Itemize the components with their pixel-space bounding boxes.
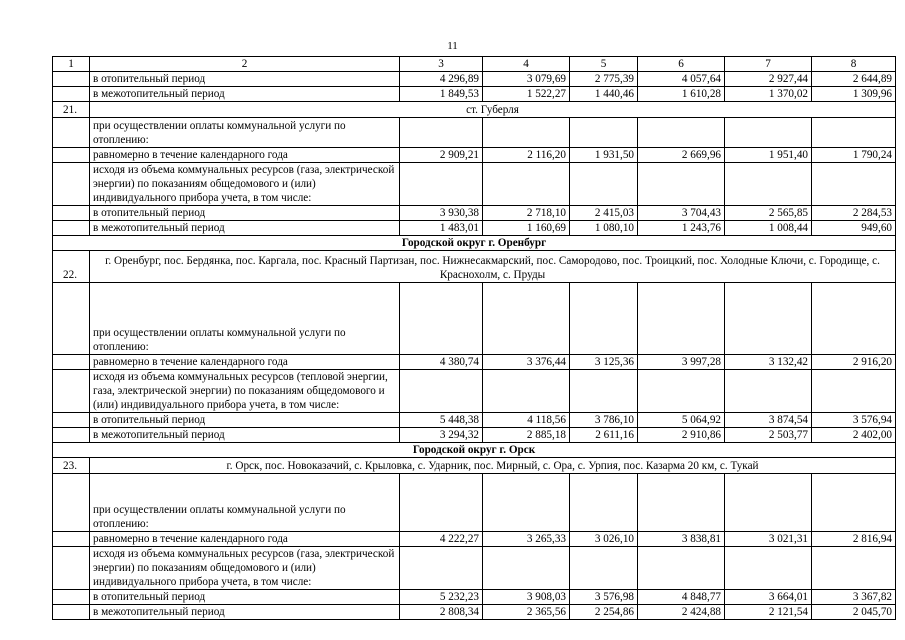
value-cell: 1 243,76	[638, 221, 725, 236]
row-label: исходя из объема коммунальных ресурсов (тепловой энергии, газа, электрической энергии) по показаниям общедомового и (или) индивидуального прибора учета, в том числе:	[90, 370, 400, 413]
row-label: при осуществлении оплаты коммунальной услуги по отоплению:	[90, 283, 400, 355]
table-row	[53, 443, 896, 458]
empty-cell	[400, 283, 483, 355]
value-cell: 4 057,64	[638, 72, 725, 87]
value-cell: 3 874,54	[725, 413, 812, 428]
value-cell: 5 448,38	[400, 413, 483, 428]
value-cell: 1 309,96	[812, 87, 896, 102]
value-cell: 3 664,01	[725, 590, 812, 605]
value-cell: 3 265,33	[483, 532, 570, 547]
value-cell: 2 718,10	[483, 206, 570, 221]
value-cell: 4 380,74	[400, 355, 483, 370]
table-row	[53, 458, 896, 474]
row-index	[53, 532, 90, 547]
empty-cell	[570, 118, 638, 148]
row-index: 21.	[53, 102, 90, 118]
locality-name: г. Оренбург, пос. Бердянка, пос. Каргала, пос. Красный Партизан, пос. Нижнесакмарский, пос. Самородово, пос. Троицкий, пос. Холодные Ключи, с. Городище, с. Краснохолм, с. Пруды	[90, 251, 896, 283]
table-row	[53, 163, 896, 206]
row-label: равномерно в течение календарного года	[90, 532, 400, 547]
table-row	[53, 532, 896, 547]
row-index	[53, 355, 90, 370]
value-cell: 2 565,85	[725, 206, 812, 221]
value-cell: 5 064,92	[638, 413, 725, 428]
empty-cell	[725, 547, 812, 590]
table-row	[53, 118, 896, 148]
value-cell: 3 576,98	[570, 590, 638, 605]
row-label: при осуществлении оплаты коммунальной услуги по отоплению:	[90, 118, 400, 148]
value-cell: 3 079,69	[483, 72, 570, 87]
value-cell: 2 885,18	[483, 428, 570, 443]
value-cell: 1 790,24	[812, 148, 896, 163]
value-cell: 1 440,46	[570, 87, 638, 102]
value-cell: 2 045,70	[812, 605, 896, 620]
value-cell: 2 424,88	[638, 605, 725, 620]
table-row	[53, 206, 896, 221]
tariff-table	[52, 56, 896, 620]
empty-cell	[638, 547, 725, 590]
empty-cell	[638, 118, 725, 148]
table-row	[53, 370, 896, 413]
row-index	[53, 413, 90, 428]
header-row	[53, 57, 896, 72]
value-cell: 1 849,53	[400, 87, 483, 102]
table-row	[53, 474, 896, 532]
empty-cell	[812, 283, 896, 355]
empty-cell	[725, 370, 812, 413]
value-cell: 2 121,54	[725, 605, 812, 620]
empty-cell	[812, 118, 896, 148]
header-cell: 5	[570, 57, 638, 72]
empty-cell	[400, 547, 483, 590]
empty-cell	[725, 474, 812, 532]
table-row	[53, 355, 896, 370]
value-cell: 3 294,32	[400, 428, 483, 443]
page-number: 11	[447, 40, 458, 52]
value-cell: 3 786,10	[570, 413, 638, 428]
row-index	[53, 221, 90, 236]
value-cell: 1 080,10	[570, 221, 638, 236]
empty-cell	[483, 163, 570, 206]
value-cell: 5 232,23	[400, 590, 483, 605]
empty-cell	[638, 474, 725, 532]
header-cell: 6	[638, 57, 725, 72]
header-cell: 8	[812, 57, 896, 72]
table-row	[53, 547, 896, 590]
empty-cell	[400, 118, 483, 148]
row-index: 22.	[53, 251, 90, 283]
table-row	[53, 590, 896, 605]
value-cell: 1 370,02	[725, 87, 812, 102]
table-row	[53, 283, 896, 355]
locality-name: ст. Губерля	[90, 102, 896, 118]
empty-cell	[812, 547, 896, 590]
table-row	[53, 605, 896, 620]
value-cell: 949,60	[812, 221, 896, 236]
empty-cell	[483, 474, 570, 532]
value-cell: 2 284,53	[812, 206, 896, 221]
empty-cell	[570, 283, 638, 355]
empty-cell	[638, 370, 725, 413]
value-cell: 1 483,01	[400, 221, 483, 236]
value-cell: 1 951,40	[725, 148, 812, 163]
row-index	[53, 590, 90, 605]
empty-cell	[725, 163, 812, 206]
value-cell: 3 576,94	[812, 413, 896, 428]
row-index	[53, 87, 90, 102]
value-cell: 2 775,39	[570, 72, 638, 87]
header-cell: 1	[53, 57, 90, 72]
table-row	[53, 87, 896, 102]
row-label: в межотопительный период	[90, 221, 400, 236]
row-label: исходя из объема коммунальных ресурсов (газа, электрической энергии) по показаниям общедомового и (или) индивидуального прибора учета, в том числе:	[90, 547, 400, 590]
section-title: Городской округ г. Орск	[53, 443, 896, 458]
value-cell: 4 296,89	[400, 72, 483, 87]
row-label: в отопительный период	[90, 72, 400, 87]
value-cell: 2 415,03	[570, 206, 638, 221]
table-row	[53, 72, 896, 87]
row-label: равномерно в течение календарного года	[90, 355, 400, 370]
value-cell: 2 503,77	[725, 428, 812, 443]
value-cell: 3 021,31	[725, 532, 812, 547]
value-cell: 2 611,16	[570, 428, 638, 443]
value-cell: 2 816,94	[812, 532, 896, 547]
value-cell: 1 160,69	[483, 221, 570, 236]
value-cell: 3 367,82	[812, 590, 896, 605]
header-cell: 2	[90, 57, 400, 72]
row-index: 23.	[53, 458, 90, 474]
value-cell: 2 909,21	[400, 148, 483, 163]
row-index	[53, 148, 90, 163]
empty-cell	[725, 118, 812, 148]
value-cell: 3 026,10	[570, 532, 638, 547]
table-row	[53, 221, 896, 236]
value-cell: 1 610,28	[638, 87, 725, 102]
value-cell: 3 838,81	[638, 532, 725, 547]
row-index	[53, 605, 90, 620]
empty-cell	[812, 163, 896, 206]
row-label: в отопительный период	[90, 590, 400, 605]
row-index	[53, 72, 90, 87]
table-row	[53, 148, 896, 163]
empty-cell	[400, 370, 483, 413]
row-index	[53, 163, 90, 206]
value-cell: 4 848,77	[638, 590, 725, 605]
header-cell: 3	[400, 57, 483, 72]
empty-cell	[400, 163, 483, 206]
value-cell: 1 522,27	[483, 87, 570, 102]
row-label: в межотопительный период	[90, 605, 400, 620]
row-label: при осуществлении оплаты коммунальной услуги по отоплению:	[90, 474, 400, 532]
empty-cell	[570, 474, 638, 532]
value-cell: 2 644,89	[812, 72, 896, 87]
row-index	[53, 547, 90, 590]
row-index	[53, 283, 90, 355]
empty-cell	[570, 547, 638, 590]
row-label: в межотопительный период	[90, 87, 400, 102]
row-index	[53, 370, 90, 413]
table-row	[53, 428, 896, 443]
empty-cell	[483, 547, 570, 590]
empty-cell	[812, 474, 896, 532]
header-cell: 7	[725, 57, 812, 72]
value-cell: 2 669,96	[638, 148, 725, 163]
value-cell: 3 132,42	[725, 355, 812, 370]
header-cell: 4	[483, 57, 570, 72]
empty-cell	[812, 370, 896, 413]
value-cell: 2 808,34	[400, 605, 483, 620]
empty-cell	[638, 283, 725, 355]
row-label: равномерно в течение календарного года	[90, 148, 400, 163]
value-cell: 2 402,00	[812, 428, 896, 443]
empty-cell	[483, 370, 570, 413]
value-cell: 3 930,38	[400, 206, 483, 221]
value-cell: 3 908,03	[483, 590, 570, 605]
value-cell: 3 376,44	[483, 355, 570, 370]
table-row	[53, 236, 896, 251]
value-cell: 2 910,86	[638, 428, 725, 443]
value-cell: 4 222,27	[400, 532, 483, 547]
row-index	[53, 428, 90, 443]
row-index	[53, 474, 90, 532]
value-cell: 1 008,44	[725, 221, 812, 236]
value-cell: 3 997,28	[638, 355, 725, 370]
section-title: Городской округ г. Оренбург	[53, 236, 896, 251]
value-cell: 1 931,50	[570, 148, 638, 163]
table-row	[53, 251, 896, 283]
empty-cell	[725, 283, 812, 355]
row-index	[53, 118, 90, 148]
value-cell: 2 116,20	[483, 148, 570, 163]
empty-cell	[570, 163, 638, 206]
empty-cell	[400, 474, 483, 532]
value-cell: 3 704,43	[638, 206, 725, 221]
empty-cell	[638, 163, 725, 206]
value-cell: 2 365,56	[483, 605, 570, 620]
value-cell: 4 118,56	[483, 413, 570, 428]
value-cell: 3 125,36	[570, 355, 638, 370]
value-cell: 2 916,20	[812, 355, 896, 370]
row-label: исходя из объема коммунальных ресурсов (газа, электрической энергии) по показаниям общедомового и (или) индивидуального прибора учета, в том числе:	[90, 163, 400, 206]
row-label: в межотопительный период	[90, 428, 400, 443]
value-cell: 2 254,86	[570, 605, 638, 620]
locality-name: г. Орск, пос. Новоказачий, с. Крыловка, с. Ударник, пос. Мирный, с. Ора, с. Урпия, пос. Казарма 20 км, с. Тукай	[90, 458, 896, 474]
value-cell: 2 927,44	[725, 72, 812, 87]
empty-cell	[483, 283, 570, 355]
row-label: в отопительный период	[90, 206, 400, 221]
table-body	[53, 57, 896, 620]
row-label: в отопительный период	[90, 413, 400, 428]
empty-cell	[483, 118, 570, 148]
table-row	[53, 102, 896, 118]
row-index	[53, 206, 90, 221]
empty-cell	[570, 370, 638, 413]
table-row	[53, 413, 896, 428]
